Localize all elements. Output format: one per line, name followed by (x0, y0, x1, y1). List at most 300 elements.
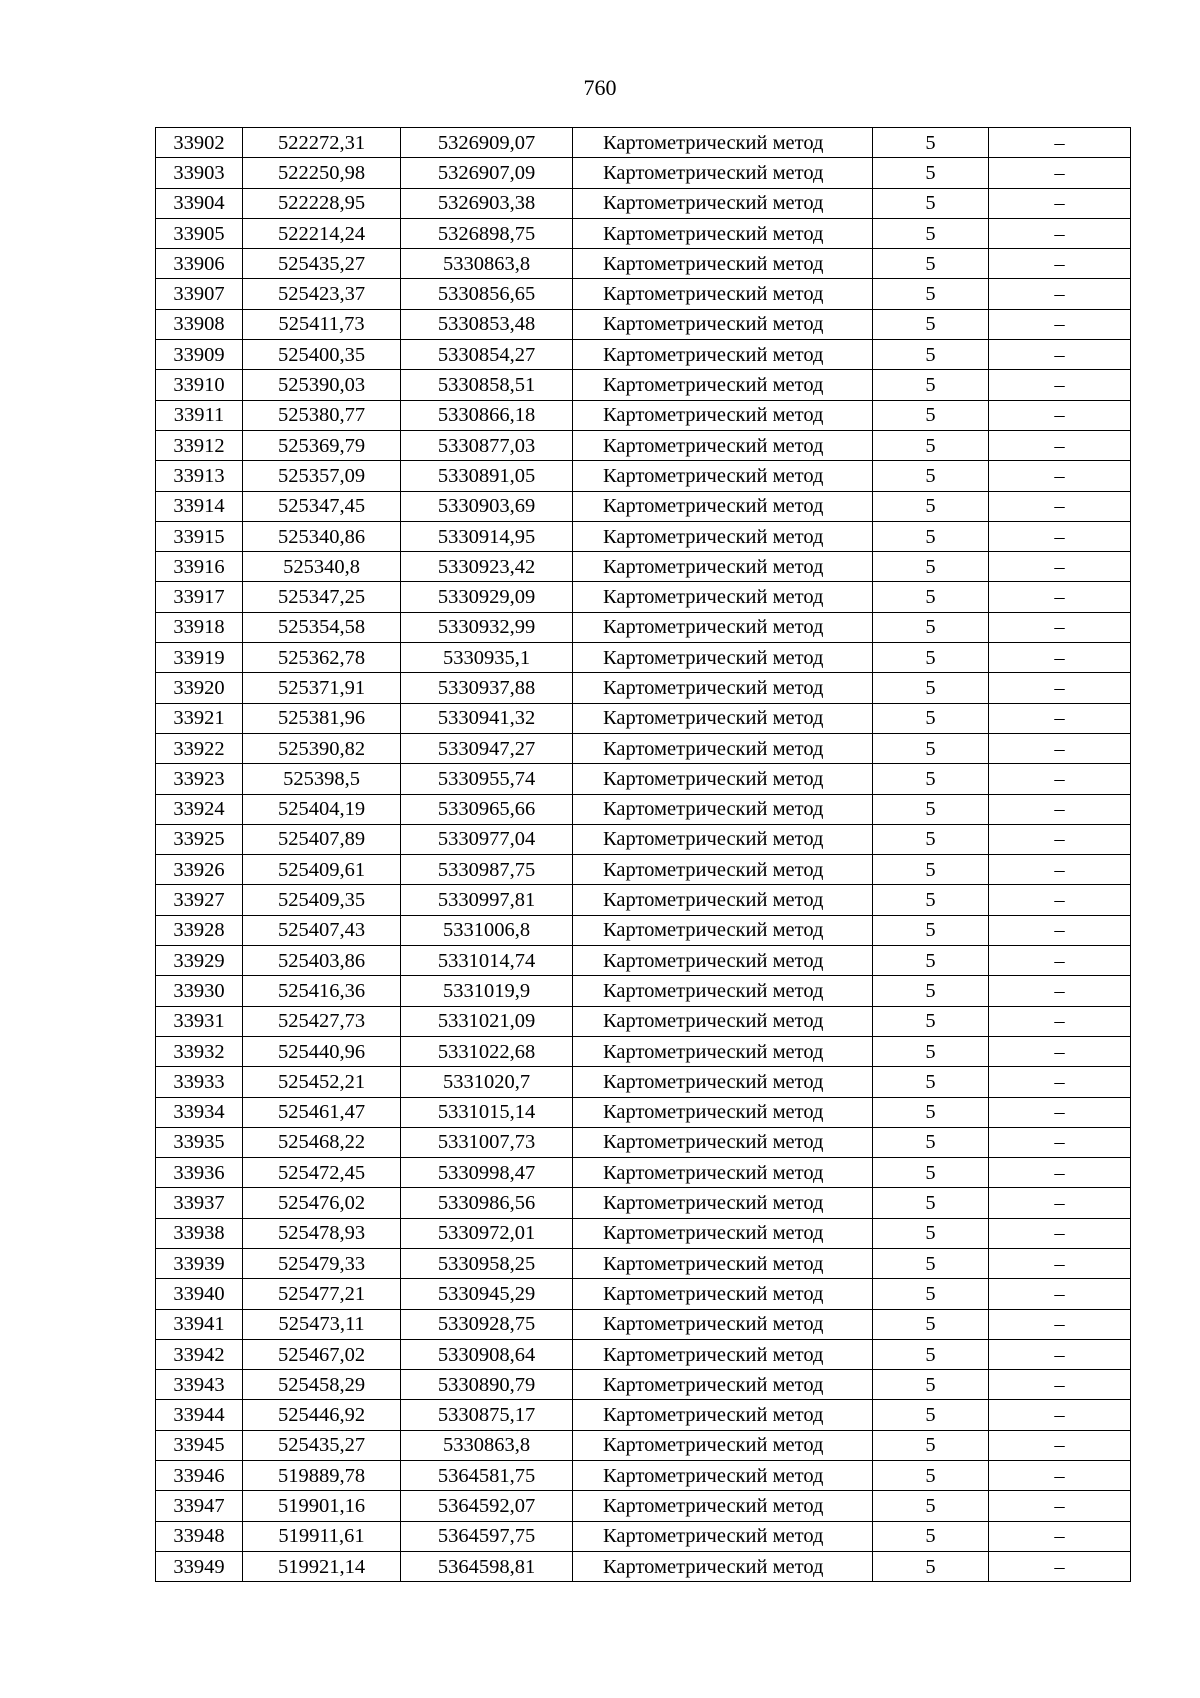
x-coordinate-cell: 525478,93 (243, 1218, 401, 1248)
x-coordinate-cell: 519921,14 (243, 1551, 401, 1581)
x-coordinate-cell: 522214,24 (243, 218, 401, 248)
x-coordinate-cell: 525357,09 (243, 461, 401, 491)
table-row (156, 1006, 1131, 1036)
y-coordinate-cell: 5326903,38 (401, 188, 573, 218)
x-coordinate-cell: 525416,36 (243, 976, 401, 1006)
description-cell: – (989, 855, 1131, 885)
table-row (156, 582, 1131, 612)
y-coordinate-cell: 5331006,8 (401, 915, 573, 945)
table-row (156, 1400, 1131, 1430)
x-coordinate-cell: 519889,78 (243, 1461, 401, 1491)
table-row (156, 1461, 1131, 1491)
precision-cell: 5 (873, 1400, 989, 1430)
y-coordinate-cell: 5331020,7 (401, 1067, 573, 1097)
method-cell: Картометрический метод (573, 188, 873, 218)
description-cell: – (989, 794, 1131, 824)
point-id-cell: 33923 (156, 764, 243, 794)
precision-cell: 5 (873, 855, 989, 885)
point-id-cell: 33911 (156, 400, 243, 430)
y-coordinate-cell: 5330987,75 (401, 855, 573, 885)
method-cell: Картометрический метод (573, 612, 873, 642)
y-coordinate-cell: 5330937,88 (401, 673, 573, 703)
method-cell: Картометрический метод (573, 643, 873, 673)
point-id-cell: 33931 (156, 1006, 243, 1036)
description-cell: – (989, 1158, 1131, 1188)
y-coordinate-cell: 5331021,09 (401, 1006, 573, 1036)
table-row (156, 915, 1131, 945)
method-cell: Картометрический метод (573, 1218, 873, 1248)
x-coordinate-cell: 525362,78 (243, 643, 401, 673)
precision-cell: 5 (873, 1339, 989, 1369)
method-cell: Картометрический метод (573, 491, 873, 521)
table-row (156, 128, 1131, 158)
table-row (156, 976, 1131, 1006)
precision-cell: 5 (873, 643, 989, 673)
precision-cell: 5 (873, 1309, 989, 1339)
method-cell: Картометрический метод (573, 1309, 873, 1339)
x-coordinate-cell: 525403,86 (243, 946, 401, 976)
precision-cell: 5 (873, 1188, 989, 1218)
table-row (156, 521, 1131, 551)
y-coordinate-cell: 5364598,81 (401, 1551, 573, 1581)
x-coordinate-cell: 519911,61 (243, 1521, 401, 1551)
description-cell: – (989, 218, 1131, 248)
description-cell: – (989, 1127, 1131, 1157)
description-cell: – (989, 1036, 1131, 1066)
precision-cell: 5 (873, 1430, 989, 1460)
y-coordinate-cell: 5330997,81 (401, 885, 573, 915)
point-id-cell: 33939 (156, 1248, 243, 1278)
x-coordinate-cell: 525435,27 (243, 249, 401, 279)
description-cell: – (989, 582, 1131, 612)
table-row (156, 158, 1131, 188)
point-id-cell: 33936 (156, 1158, 243, 1188)
table-row (156, 1188, 1131, 1218)
x-coordinate-cell: 525477,21 (243, 1279, 401, 1309)
point-id-cell: 33934 (156, 1097, 243, 1127)
method-cell: Картометрический метод (573, 1006, 873, 1036)
description-cell: – (989, 1006, 1131, 1036)
point-id-cell: 33902 (156, 128, 243, 158)
precision-cell: 5 (873, 1461, 989, 1491)
precision-cell: 5 (873, 552, 989, 582)
x-coordinate-cell: 525347,45 (243, 491, 401, 521)
method-cell: Картометрический метод (573, 309, 873, 339)
description-cell: – (989, 552, 1131, 582)
y-coordinate-cell: 5330863,8 (401, 1430, 573, 1460)
description-cell: – (989, 279, 1131, 309)
x-coordinate-cell: 525467,02 (243, 1339, 401, 1369)
precision-cell: 5 (873, 1036, 989, 1066)
table-row (156, 1551, 1131, 1581)
point-id-cell: 33924 (156, 794, 243, 824)
point-id-cell: 33909 (156, 340, 243, 370)
y-coordinate-cell: 5330908,64 (401, 1339, 573, 1369)
point-id-cell: 33929 (156, 946, 243, 976)
point-id-cell: 33922 (156, 733, 243, 763)
y-coordinate-cell: 5330875,17 (401, 1400, 573, 1430)
description-cell: – (989, 1370, 1131, 1400)
table-row (156, 1127, 1131, 1157)
table-row (156, 340, 1131, 370)
point-id-cell: 33947 (156, 1491, 243, 1521)
point-id-cell: 33927 (156, 885, 243, 915)
method-cell: Картометрический метод (573, 1339, 873, 1369)
description-cell: – (989, 1551, 1131, 1581)
method-cell: Картометрический метод (573, 946, 873, 976)
table-row (156, 946, 1131, 976)
description-cell: – (989, 1218, 1131, 1248)
description-cell: – (989, 612, 1131, 642)
precision-cell: 5 (873, 309, 989, 339)
y-coordinate-cell: 5331015,14 (401, 1097, 573, 1127)
precision-cell: 5 (873, 824, 989, 854)
y-coordinate-cell: 5330854,27 (401, 340, 573, 370)
x-coordinate-cell: 525427,73 (243, 1006, 401, 1036)
table-row (156, 824, 1131, 854)
precision-cell: 5 (873, 612, 989, 642)
point-id-cell: 33942 (156, 1339, 243, 1369)
description-cell: – (989, 1400, 1131, 1430)
table-row (156, 703, 1131, 733)
x-coordinate-cell: 525446,92 (243, 1400, 401, 1430)
point-id-cell: 33930 (156, 976, 243, 1006)
description-cell: – (989, 915, 1131, 945)
point-id-cell: 33921 (156, 703, 243, 733)
method-cell: Картометрический метод (573, 915, 873, 945)
x-coordinate-cell: 525440,96 (243, 1036, 401, 1066)
precision-cell: 5 (873, 1248, 989, 1278)
table-row (156, 1491, 1131, 1521)
coordinates-table (155, 127, 1131, 1582)
y-coordinate-cell: 5330858,51 (401, 370, 573, 400)
method-cell: Картометрический метод (573, 279, 873, 309)
y-coordinate-cell: 5364592,07 (401, 1491, 573, 1521)
x-coordinate-cell: 525340,86 (243, 521, 401, 551)
table-row (156, 1036, 1131, 1066)
point-id-cell: 33932 (156, 1036, 243, 1066)
y-coordinate-cell: 5330958,25 (401, 1248, 573, 1278)
y-coordinate-cell: 5330977,04 (401, 824, 573, 854)
table-row (156, 612, 1131, 642)
description-cell: – (989, 1067, 1131, 1097)
y-coordinate-cell: 5326898,75 (401, 218, 573, 248)
point-id-cell: 33913 (156, 461, 243, 491)
table-row (156, 309, 1131, 339)
description-cell: – (989, 340, 1131, 370)
description-cell: – (989, 1430, 1131, 1460)
precision-cell: 5 (873, 491, 989, 521)
y-coordinate-cell: 5330945,29 (401, 1279, 573, 1309)
precision-cell: 5 (873, 128, 989, 158)
y-coordinate-cell: 5330923,42 (401, 552, 573, 582)
precision-cell: 5 (873, 1218, 989, 1248)
y-coordinate-cell: 5331014,74 (401, 946, 573, 976)
table-row (156, 1279, 1131, 1309)
method-cell: Картометрический метод (573, 733, 873, 763)
description-cell: – (989, 1461, 1131, 1491)
x-coordinate-cell: 525452,21 (243, 1067, 401, 1097)
table-row (156, 855, 1131, 885)
description-cell: – (989, 400, 1131, 430)
point-id-cell: 33941 (156, 1309, 243, 1339)
precision-cell: 5 (873, 521, 989, 551)
description-cell: – (989, 1339, 1131, 1369)
y-coordinate-cell: 5330866,18 (401, 400, 573, 430)
table-row (156, 1218, 1131, 1248)
precision-cell: 5 (873, 764, 989, 794)
table-row (156, 552, 1131, 582)
table-row (156, 1158, 1131, 1188)
point-id-cell: 33918 (156, 612, 243, 642)
precision-cell: 5 (873, 158, 989, 188)
x-coordinate-cell: 525409,35 (243, 885, 401, 915)
method-cell: Картометрический метод (573, 1551, 873, 1581)
y-coordinate-cell: 5330903,69 (401, 491, 573, 521)
description-cell: – (989, 764, 1131, 794)
y-coordinate-cell: 5330986,56 (401, 1188, 573, 1218)
precision-cell: 5 (873, 188, 989, 218)
precision-cell: 5 (873, 673, 989, 703)
x-coordinate-cell: 525458,29 (243, 1370, 401, 1400)
point-id-cell: 33916 (156, 552, 243, 582)
method-cell: Картометрический метод (573, 521, 873, 551)
description-cell: – (989, 1279, 1131, 1309)
precision-cell: 5 (873, 1127, 989, 1157)
point-id-cell: 33937 (156, 1188, 243, 1218)
point-id-cell: 33926 (156, 855, 243, 885)
description-cell: – (989, 946, 1131, 976)
precision-cell: 5 (873, 1067, 989, 1097)
x-coordinate-cell: 519901,16 (243, 1491, 401, 1521)
x-coordinate-cell: 525407,43 (243, 915, 401, 945)
y-coordinate-cell: 5330972,01 (401, 1218, 573, 1248)
x-coordinate-cell: 525411,73 (243, 309, 401, 339)
coordinates-table-body (156, 128, 1131, 1582)
method-cell: Картометрический метод (573, 1158, 873, 1188)
point-id-cell: 33933 (156, 1067, 243, 1097)
method-cell: Картометрический метод (573, 582, 873, 612)
x-coordinate-cell: 522228,95 (243, 188, 401, 218)
x-coordinate-cell: 525340,8 (243, 552, 401, 582)
point-id-cell: 33935 (156, 1127, 243, 1157)
x-coordinate-cell: 525479,33 (243, 1248, 401, 1278)
table-row (156, 885, 1131, 915)
y-coordinate-cell: 5330932,99 (401, 612, 573, 642)
precision-cell: 5 (873, 1158, 989, 1188)
description-cell: – (989, 1248, 1131, 1278)
point-id-cell: 33915 (156, 521, 243, 551)
method-cell: Картометрический метод (573, 1279, 873, 1309)
table-row (156, 673, 1131, 703)
description-cell: – (989, 1491, 1131, 1521)
table-row (156, 370, 1131, 400)
point-id-cell: 33944 (156, 1400, 243, 1430)
x-coordinate-cell: 525461,47 (243, 1097, 401, 1127)
description-cell: – (989, 824, 1131, 854)
x-coordinate-cell: 525476,02 (243, 1188, 401, 1218)
precision-cell: 5 (873, 430, 989, 460)
point-id-cell: 33910 (156, 370, 243, 400)
method-cell: Картометрический метод (573, 400, 873, 430)
method-cell: Картометрический метод (573, 1036, 873, 1066)
table-row (156, 643, 1131, 673)
method-cell: Картометрический метод (573, 461, 873, 491)
precision-cell: 5 (873, 340, 989, 370)
method-cell: Картометрический метод (573, 1461, 873, 1491)
x-coordinate-cell: 525400,35 (243, 340, 401, 370)
table-row (156, 188, 1131, 218)
y-coordinate-cell: 5331022,68 (401, 1036, 573, 1066)
point-id-cell: 33904 (156, 188, 243, 218)
x-coordinate-cell: 525423,37 (243, 279, 401, 309)
method-cell: Картометрический метод (573, 1491, 873, 1521)
description-cell: – (989, 1097, 1131, 1127)
method-cell: Картометрический метод (573, 218, 873, 248)
precision-cell: 5 (873, 218, 989, 248)
precision-cell: 5 (873, 582, 989, 612)
table-row (156, 279, 1131, 309)
y-coordinate-cell: 5330955,74 (401, 764, 573, 794)
y-coordinate-cell: 5330853,48 (401, 309, 573, 339)
y-coordinate-cell: 5330863,8 (401, 249, 573, 279)
description-cell: – (989, 128, 1131, 158)
precision-cell: 5 (873, 885, 989, 915)
y-coordinate-cell: 5331007,73 (401, 1127, 573, 1157)
point-id-cell: 33907 (156, 279, 243, 309)
precision-cell: 5 (873, 1097, 989, 1127)
precision-cell: 5 (873, 370, 989, 400)
method-cell: Картометрический метод (573, 249, 873, 279)
precision-cell: 5 (873, 1370, 989, 1400)
y-coordinate-cell: 5330891,05 (401, 461, 573, 491)
description-cell: – (989, 188, 1131, 218)
table-row (156, 1097, 1131, 1127)
point-id-cell: 33906 (156, 249, 243, 279)
x-coordinate-cell: 525390,03 (243, 370, 401, 400)
precision-cell: 5 (873, 946, 989, 976)
method-cell: Картометрический метод (573, 764, 873, 794)
point-id-cell: 33928 (156, 915, 243, 945)
table-row (156, 1370, 1131, 1400)
y-coordinate-cell: 5326907,09 (401, 158, 573, 188)
method-cell: Картометрический метод (573, 1521, 873, 1551)
description-cell: – (989, 249, 1131, 279)
y-coordinate-cell: 5330935,1 (401, 643, 573, 673)
y-coordinate-cell: 5364581,75 (401, 1461, 573, 1491)
description-cell: – (989, 976, 1131, 1006)
precision-cell: 5 (873, 976, 989, 1006)
point-id-cell: 33943 (156, 1370, 243, 1400)
precision-cell: 5 (873, 915, 989, 945)
point-id-cell: 33940 (156, 1279, 243, 1309)
method-cell: Картометрический метод (573, 794, 873, 824)
description-cell: – (989, 733, 1131, 763)
table-row (156, 1521, 1131, 1551)
page-number: 760 (583, 75, 617, 100)
method-cell: Картометрический метод (573, 703, 873, 733)
precision-cell: 5 (873, 1551, 989, 1581)
point-id-cell: 33905 (156, 218, 243, 248)
x-coordinate-cell: 522272,31 (243, 128, 401, 158)
y-coordinate-cell: 5330890,79 (401, 1370, 573, 1400)
y-coordinate-cell: 5330877,03 (401, 430, 573, 460)
method-cell: Картометрический метод (573, 340, 873, 370)
point-id-cell: 33914 (156, 491, 243, 521)
description-cell: – (989, 703, 1131, 733)
table-row (156, 1430, 1131, 1460)
x-coordinate-cell: 525404,19 (243, 794, 401, 824)
table-row (156, 430, 1131, 460)
point-id-cell: 33919 (156, 643, 243, 673)
x-coordinate-cell: 525371,91 (243, 673, 401, 703)
method-cell: Картометрический метод (573, 855, 873, 885)
x-coordinate-cell: 525347,25 (243, 582, 401, 612)
point-id-cell: 33903 (156, 158, 243, 188)
point-id-cell: 33946 (156, 1461, 243, 1491)
x-coordinate-cell: 525390,82 (243, 733, 401, 763)
x-coordinate-cell: 525435,27 (243, 1430, 401, 1460)
method-cell: Картометрический метод (573, 1188, 873, 1218)
x-coordinate-cell: 525472,45 (243, 1158, 401, 1188)
point-id-cell: 33917 (156, 582, 243, 612)
precision-cell: 5 (873, 1491, 989, 1521)
y-coordinate-cell: 5364597,75 (401, 1521, 573, 1551)
y-coordinate-cell: 5330965,66 (401, 794, 573, 824)
method-cell: Картометрический метод (573, 1248, 873, 1278)
method-cell: Картометрический метод (573, 370, 873, 400)
precision-cell: 5 (873, 794, 989, 824)
y-coordinate-cell: 5330856,65 (401, 279, 573, 309)
x-coordinate-cell: 525407,89 (243, 824, 401, 854)
description-cell: – (989, 491, 1131, 521)
point-id-cell: 33938 (156, 1218, 243, 1248)
y-coordinate-cell: 5330941,32 (401, 703, 573, 733)
table-row (156, 1248, 1131, 1278)
method-cell: Картометрический метод (573, 552, 873, 582)
y-coordinate-cell: 5326909,07 (401, 128, 573, 158)
method-cell: Картометрический метод (573, 430, 873, 460)
precision-cell: 5 (873, 279, 989, 309)
method-cell: Картометрический метод (573, 158, 873, 188)
x-coordinate-cell: 522250,98 (243, 158, 401, 188)
y-coordinate-cell: 5330914,95 (401, 521, 573, 551)
description-cell: – (989, 430, 1131, 460)
description-cell: – (989, 309, 1131, 339)
description-cell: – (989, 1188, 1131, 1218)
precision-cell: 5 (873, 249, 989, 279)
x-coordinate-cell: 525398,5 (243, 764, 401, 794)
precision-cell: 5 (873, 1279, 989, 1309)
table-row (156, 1067, 1131, 1097)
point-id-cell: 33925 (156, 824, 243, 854)
description-cell: – (989, 158, 1131, 188)
method-cell: Картометрический метод (573, 1127, 873, 1157)
x-coordinate-cell: 525473,11 (243, 1309, 401, 1339)
table-row (156, 400, 1131, 430)
y-coordinate-cell: 5330947,27 (401, 733, 573, 763)
x-coordinate-cell: 525380,77 (243, 400, 401, 430)
x-coordinate-cell: 525354,58 (243, 612, 401, 642)
precision-cell: 5 (873, 461, 989, 491)
description-cell: – (989, 1309, 1131, 1339)
precision-cell: 5 (873, 733, 989, 763)
x-coordinate-cell: 525468,22 (243, 1127, 401, 1157)
table-row (156, 461, 1131, 491)
x-coordinate-cell: 525409,61 (243, 855, 401, 885)
method-cell: Картометрический метод (573, 824, 873, 854)
description-cell: – (989, 673, 1131, 703)
